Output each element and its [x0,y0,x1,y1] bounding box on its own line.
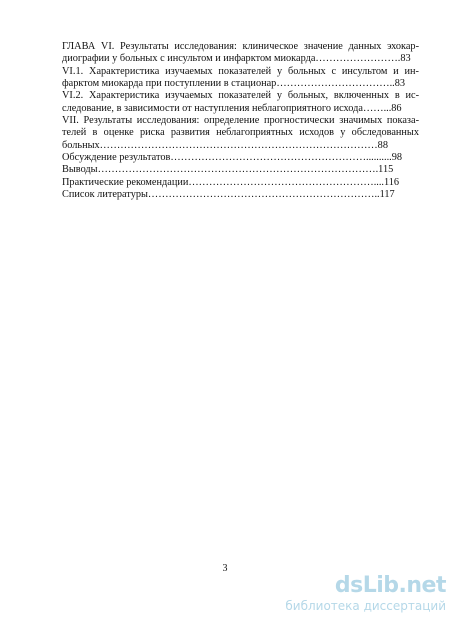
toc-entry-chapter-6 [62,41,419,66]
toc-entry-section-6-1 [62,66,419,91]
toc-entry-line: следование, в зависимости от наступления неблагоприятного исхода……...86 [62,102,402,114]
toc-entry-line: VII. Результаты исследования: определение прогностически значимых показа- [62,115,419,127]
toc-entry-line: диографии у больных с инсультом и инфарктом миокарда…………………….83 [62,53,411,65]
toc-entry-line: больных………………………………………………………………………88 [62,139,388,151]
toc-entry-references: Список литературы…………………………………………………………..117 [62,189,395,201]
toc-entry-chapter-7 [62,115,419,152]
toc-entry-line: телей в оценке риска развития неблагоприятных исходов у обследованных [62,127,419,139]
toc-entry-line: VI.2. Характеристика изучаемых показателей у больных, включенных в ис- [62,90,419,102]
page-number: 3 [222,563,228,574]
toc-entry-recommendations: Практические рекомендации………………………………………………....116 [62,176,400,188]
toc-entry-discussion: Обсуждение результатов…………………………………………………..........98 [62,152,403,164]
toc-entry-line: фарктом миокарда при поступлении в стационар……………………………..83 [62,78,406,90]
watermark-logo: dsLib.net [334,573,446,598]
watermark-subtitle: библиотека диссертаций [285,599,446,613]
table-of-contents [62,41,419,201]
toc-entry-section-6-2 [62,90,419,115]
toc-entry-line: ГЛАВА VI. Результаты исследования: клиническое значение данных эхокар- [62,41,419,52]
toc-entry-conclusions: Выводы……………………………………………………………………….115 [62,164,394,176]
toc-entry-line: VI.1. Характеристика изучаемых показателей у больных с инсультом и ин- [62,65,419,77]
